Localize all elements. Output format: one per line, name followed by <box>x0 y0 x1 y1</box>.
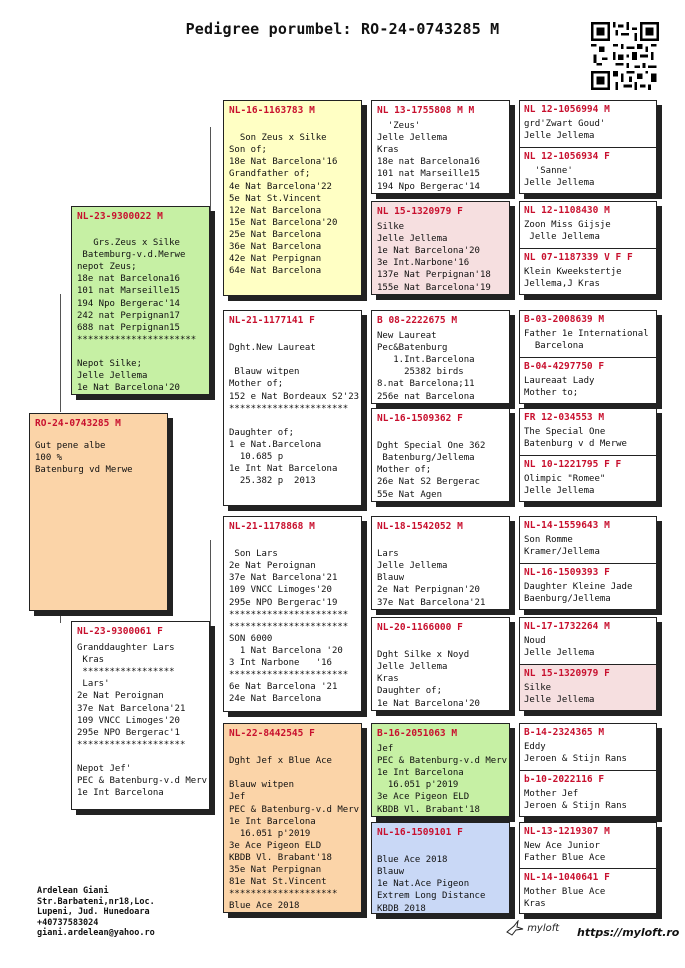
gggp-6[interactable] <box>520 358 656 404</box>
great-grandparent-8[interactable] <box>371 822 510 914</box>
gggp-11[interactable] <box>520 618 656 664</box>
grandparent-4[interactable] <box>223 723 362 913</box>
sire[interactable] <box>71 206 210 395</box>
ring-number: NL-20-1166000 F <box>377 622 463 633</box>
ring-number: B 08-2222675 M <box>377 315 458 326</box>
gggp-8[interactable] <box>520 456 656 502</box>
pigeon-info: Gut pene albe 100 % Batenburg vd Merwe <box>35 441 133 476</box>
myloft-logo <box>506 920 559 936</box>
pigeon-info: Olimpic "Romee" Jelle Jellema <box>524 474 606 497</box>
gggp-pair-4 <box>519 408 657 502</box>
ring-number: b-10-2022116 F <box>524 774 605 785</box>
pigeon-info: Laureaat Lady Mother to; <box>524 376 595 399</box>
ring-number: NL 10-1221795 F F <box>524 459 622 470</box>
pigeon-info: Silke Jelle Jellema 1e Nat Barcelona'20 3e Int.Narbone'16 137e Nat Perpignan'18 155e Nat Barcelona'19 <box>377 222 491 293</box>
ring-number: NL-21-1178868 M <box>229 521 315 532</box>
pigeon-info: New Ace Junior Father Blue Ace <box>524 841 606 864</box>
pedigree-subject[interactable] <box>29 413 168 611</box>
owner-address-2: Lupeni, Jud. Hunedoara <box>37 907 150 917</box>
ring-number: RO-24-0743285 M <box>35 418 121 429</box>
owner-phone: +40737583024 <box>37 917 99 928</box>
logo-text: myloft <box>527 923 560 934</box>
ring-number: NL 13-1755808 M M <box>377 105 475 116</box>
ring-number: NL 12-1056994 M <box>524 104 610 115</box>
gggp-pair-8 <box>519 822 657 914</box>
gggp-pair-7 <box>519 723 657 817</box>
website-link[interactable]: https://myloft.ro <box>577 926 680 939</box>
pigeon-info: Lars Jelle Jellema Blauw 2e Nat Perpignan'20 37e Nat Barcelona'21 <box>377 549 486 608</box>
dam[interactable] <box>71 621 210 810</box>
gggp-pair-5 <box>519 516 657 610</box>
tree-connector <box>210 127 211 397</box>
pigeon-info: Grs.Zeus x Silke Batemburg-v.d.Merwe nepot Zeus; 18e nat Barcelona16 101 nat Marseille15 194 Npo Bergerac'14 242 nat Perpignan17 688 nat Perpignan15 ********************** Nepot Silke; Jelle Jellema 1e Nat Barcelona'20 <box>77 238 197 394</box>
owner-name: Ardelean Giani <box>37 886 109 896</box>
ring-number: NL-21-1177141 F <box>229 315 315 326</box>
page-title: Pedigree porumbel: RO-24-0743285 M <box>185 20 500 38</box>
great-grandparent-1[interactable] <box>371 100 510 194</box>
pigeon-info: Eddy Jeroen & Stijn Rans <box>524 742 627 765</box>
pigeon-info: 'Zeus' Jelle Jellema Kras 18e nat Barcelona16 101 nat Marseille15 194 Npo Bergerac'14 <box>377 121 480 192</box>
grandparent-2[interactable] <box>223 310 362 506</box>
gggp-9[interactable] <box>520 517 656 563</box>
ring-number: NL-23-9300022 M <box>77 211 163 222</box>
pigeon-info: Zoon Miss Gijsje Jelle Jellema <box>524 220 611 243</box>
owner-contact <box>37 886 155 939</box>
ring-number: B-14-2324365 M <box>524 727 605 738</box>
ring-number: B-03-2008639 M <box>524 314 605 325</box>
pigeon-info: Father 1e International Barcelona <box>524 329 649 352</box>
owner-email: giani.ardelean@yahoo.ro <box>37 928 155 938</box>
pigeon-info: grd'Zwart Goud' Jelle Jellema <box>524 119 606 142</box>
pigeon-info: Dght Special One 362 Batenburg/Jellema Mother of; 26e Nat S2 Bergerac 55e Nat Agen <box>377 441 486 500</box>
gggp-3[interactable] <box>520 202 656 248</box>
tree-connector <box>210 540 211 810</box>
ring-number: NL 15-1320979 F <box>524 668 610 679</box>
ring-number: NL-18-1542052 M <box>377 521 463 532</box>
gggp-pair-3 <box>519 310 657 404</box>
grandparent-3[interactable] <box>223 516 362 712</box>
pigeon-info: 'Sanne' Jelle Jellema <box>524 166 595 189</box>
gggp-14[interactable] <box>520 771 656 817</box>
gggp-pair-2 <box>519 201 657 295</box>
ring-number: NL 07-1187339 V F F <box>524 252 633 263</box>
ring-number: FR 12-034553 M <box>524 412 605 423</box>
gggp-16[interactable] <box>520 869 656 914</box>
ring-number: NL-16-1163783 M <box>229 105 315 116</box>
gggp-5[interactable] <box>520 311 656 357</box>
great-grandparent-6[interactable] <box>371 617 510 711</box>
ring-number: NL-22-8442545 F <box>229 728 315 739</box>
pigeon-info: Dght.New Laureat Blauw witpen Mother of; 152 e Nat Bordeaux S2'23 ********************** Daughter of; 1 e Nat.Barcelona 10.685 p 1e Int Nat Barcelona 25.382 p 2013 <box>229 343 360 487</box>
great-grandparent-4[interactable] <box>371 408 510 502</box>
ring-number: NL-14-1040641 F <box>524 872 610 883</box>
great-grandparent-2[interactable] <box>371 201 510 295</box>
pigeon-info: Son Romme Kramer/Jellema <box>524 535 600 558</box>
gggp-13[interactable] <box>520 724 656 770</box>
gggp-10[interactable] <box>520 564 656 610</box>
ring-number: B-16-2051063 M <box>377 728 458 739</box>
ring-number: NL-13-1219307 M <box>524 826 610 837</box>
owner-address-1: Str.Barbateni,nr18,Loc. <box>37 896 155 907</box>
ring-number: NL 12-1056934 F <box>524 151 610 162</box>
pigeon-info: Mother Blue Ace Kras <box>524 887 606 910</box>
ring-number: B-04-4297750 F <box>524 361 605 372</box>
pigeon-icon <box>506 920 524 936</box>
ring-number: NL 12-1108430 M <box>524 205 610 216</box>
gggp-1[interactable] <box>520 101 656 147</box>
pigeon-info: Noud Jelle Jellema <box>524 636 595 659</box>
pigeon-info: Mother Jef Jeroen & Stijn Rans <box>524 789 627 812</box>
ring-number: NL 15-1320979 F <box>377 206 463 217</box>
pigeon-info: Dght Silke x Noyd Jelle Jellema Kras Daughter of; 1e Nat Barcelona'20 <box>377 650 480 709</box>
pigeon-info: Klein Kweekstertje Jellema,J Kras <box>524 267 622 290</box>
great-grandparent-7[interactable] <box>371 723 510 817</box>
pigeon-info: Son Zeus x Silke Son of; 18e Nat Barcelona'16 Grandfather of; 4e Nat Barcelona'22 5e Nat St.Vincent 12e Nat Barcelona 15e Nat Barcelona'20 25e Nat Barcelona 36e Nat Barcelona 42e Nat Perpignan 64e Nat Barcelona <box>229 133 338 277</box>
qr-code <box>591 22 659 90</box>
gggp-7[interactable] <box>520 409 656 455</box>
great-grandparent-5[interactable] <box>371 516 510 610</box>
gggp-2[interactable] <box>520 148 656 194</box>
gggp-pair-1 <box>519 100 657 194</box>
great-grandparent-3[interactable] <box>371 310 510 404</box>
ring-number: NL-23-9300061 F <box>77 626 163 637</box>
gggp-pair-6 <box>519 617 657 711</box>
pigeon-info: Blue Ace 2018 Blauw 1e Nat.Ace Pigeon Extrem Long Distance KBDB 2018 <box>377 855 486 914</box>
pigeon-info: Silke Jelle Jellema <box>524 683 595 706</box>
gggp-15[interactable] <box>520 823 656 868</box>
tree-connector <box>60 294 61 412</box>
ring-number: NL-17-1732264 M <box>524 621 610 632</box>
ring-number: NL-16-1509393 F <box>524 567 610 578</box>
pigeon-info: Daughter Kleine Jade Baenburg/Jellema <box>524 582 633 605</box>
ring-number: NL-16-1509101 F <box>377 827 463 838</box>
pigeon-info: Granddaughter Lars Kras ***************** Lars' 2e Nat Peroignan 37e Nat Barcelona'21 109 VNCC Limoges'20 295e NPO Bergerac'1 ******************** Nepot Jef' PEC & Batenburg-v.d Merv 1e Int Barcelona <box>77 643 208 799</box>
pigeon-info: New Laureat Pec&Batenburg 1.Int.Barcelona 25382 birds 8.nat Barcelona;11 256e nat Barcelona <box>377 331 475 402</box>
pigeon-info: Jef PEC & Batenburg-v.d Merv 1e Int Barcelona 16.051 p'2019 3e Ace Pigeon ELD KBDB Vl. Brabant'18 <box>377 744 508 815</box>
gggp-12[interactable] <box>520 665 656 711</box>
ring-number: NL-16-1509362 F <box>377 413 463 424</box>
pigeon-info: Son Lars 2e Nat Peroignan 37e Nat Barcelona'21 109 VNCC Limoges'20 295e NPO Bergerac'19 ********************** ********************** SON 6000 1 Nat Barcelona '20 3 Int Narbone '16 ********************** 6e Nat Barcelona '21 24e Nat Barcelona <box>229 549 349 705</box>
pigeon-info: Dght Jef x Blue Ace Blauw witpen Jef PEC & Batenburg-v.d Merv 1e Int Barcelona 16.051 p'2019 3e Ace Pigeon ELD KBDB Vl. Brabant'18 35e Nat Perpignan 81e Nat St.Vincent ******************** Blue Ace 2018 <box>229 756 360 912</box>
pigeon-info: The Special One Batenburg v d Merwe <box>524 427 627 450</box>
ring-number: NL-14-1559643 M <box>524 520 610 531</box>
gggp-4[interactable] <box>520 249 656 295</box>
grandparent-1[interactable] <box>223 100 362 296</box>
